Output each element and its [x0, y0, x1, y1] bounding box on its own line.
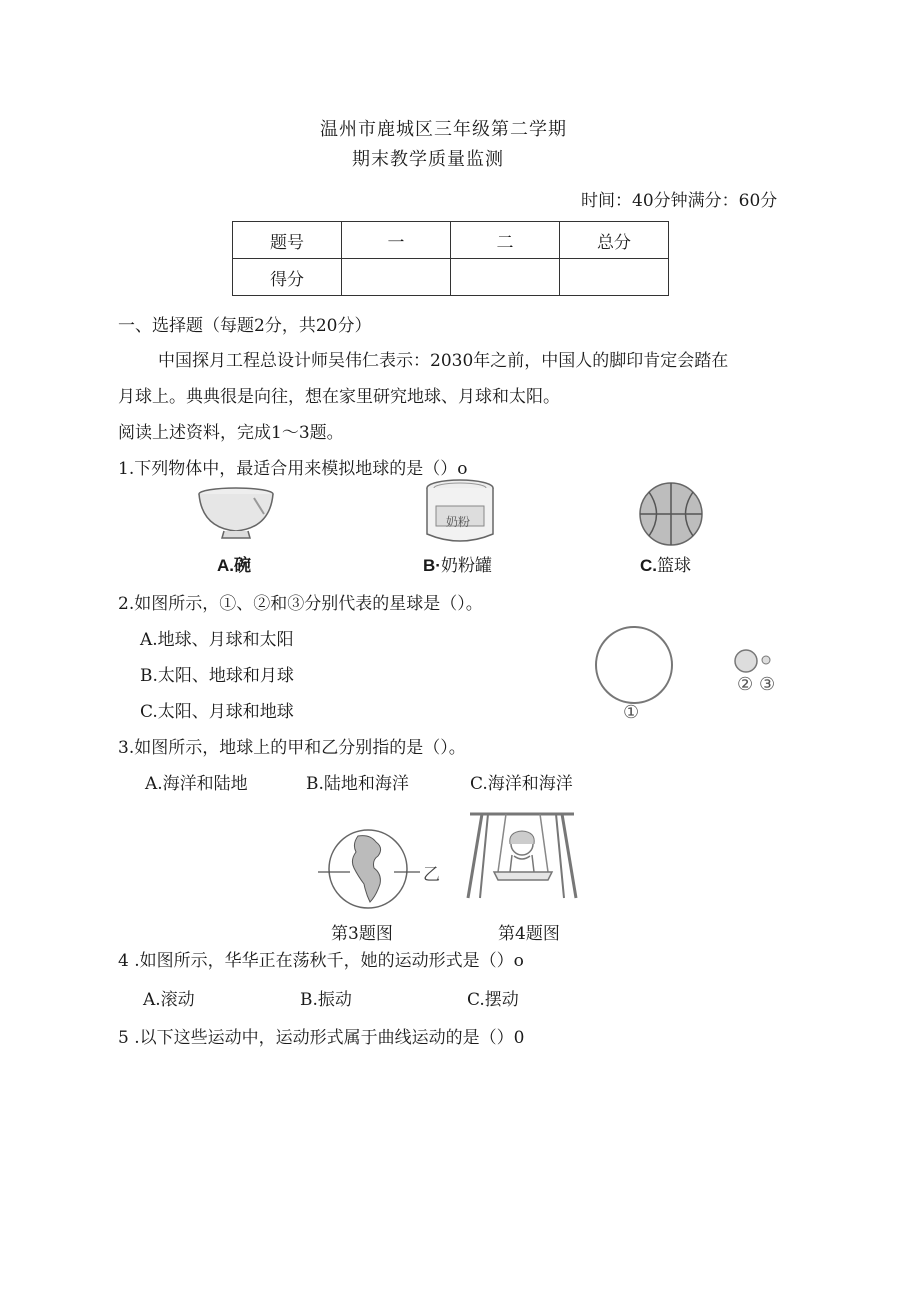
- milk-powder-can-image: [424, 478, 496, 546]
- small-sphere: [762, 656, 770, 664]
- score-table-header-row: [233, 222, 669, 259]
- q2-option-a[interactable]: A.地球、月球和太阳: [140, 630, 294, 650]
- globe-label-yi: 乙: [423, 865, 440, 885]
- score-cell[interactable]: [451, 259, 560, 296]
- globe-image: [318, 828, 428, 910]
- q3-option-a[interactable]: A.海洋和陆地: [145, 774, 248, 794]
- score-table-header: 总分: [560, 222, 669, 259]
- score-table-score-row: [233, 259, 669, 296]
- score-table: [232, 221, 669, 296]
- score-table-header: 题号: [233, 222, 342, 259]
- passage-line1: 中国探月工程总设计师吴伟仁表示：2030年之前，中国人的脚印肯定会踏在: [158, 351, 729, 371]
- question-1: 1.下列物体中，最适合用来模拟地球的是（）o: [118, 459, 468, 479]
- q1-option-a[interactable]: [217, 551, 251, 576]
- time-info: 时间：40分钟满分：60分: [581, 191, 778, 211]
- marker-2: ②: [737, 674, 754, 695]
- swing-image: [462, 800, 582, 902]
- page-title-line1: 温州市鹿城区三年级第二学期: [320, 119, 567, 140]
- score-table-header: 一: [342, 222, 451, 259]
- q3-option-c[interactable]: C.海洋和海洋: [470, 774, 573, 794]
- q2-option-b[interactable]: B.太阳、地球和月球: [140, 666, 294, 686]
- q1-option-c-letter: C.: [640, 556, 657, 575]
- q3-option-b[interactable]: B.陆地和海洋: [306, 774, 409, 794]
- q4-option-c[interactable]: C.摆动: [467, 990, 519, 1010]
- marker-1: ①: [623, 702, 640, 723]
- score-cell[interactable]: [560, 259, 669, 296]
- q1-option-b-letter: B·: [423, 556, 441, 575]
- question-4: 4 .如图所示，华华正在荡秋千，她的运动形式是（）o: [118, 951, 524, 971]
- q4-option-b[interactable]: B.振动: [300, 990, 352, 1010]
- score-row-label: 得分: [233, 259, 342, 296]
- question-5: 5 .以下这些运动中，运动形式属于曲线运动的是（）0: [118, 1028, 525, 1048]
- score-table-header: 二: [451, 222, 560, 259]
- q1-option-a-letter: A.: [217, 556, 234, 575]
- large-sphere: [596, 627, 672, 703]
- q1-option-c-text: 篮球: [657, 556, 691, 576]
- bowl-image: [196, 486, 276, 541]
- q1-option-b[interactable]: [423, 551, 492, 576]
- question-2: 2.如图所示，①、②和③分别代表的星球是（）。: [118, 594, 483, 614]
- page-title-line2: 期末教学质量监测: [352, 149, 504, 170]
- question-3: 3.如图所示，地球上的甲和乙分别指的是（）。: [118, 738, 466, 758]
- q2-option-c[interactable]: C.太阳、月球和地球: [140, 702, 294, 722]
- q4-option-a[interactable]: A.滚动: [143, 990, 195, 1010]
- basketball-image: [638, 481, 704, 547]
- score-cell[interactable]: [342, 259, 451, 296]
- q1-option-b-text: 奶粉罐: [440, 556, 492, 576]
- section1-title: 一、选择题（每题2分，共20分）: [118, 316, 372, 336]
- figure-4-caption: 第4题图: [498, 924, 560, 944]
- figure-3-caption: 第3题图: [331, 924, 393, 944]
- reading-instruction: 阅读上述资料，完成1～3题。: [118, 423, 344, 443]
- medium-sphere: [735, 650, 757, 672]
- q1-option-a-text: 碗: [234, 556, 251, 576]
- can-label: 奶粉: [446, 515, 471, 529]
- q1-option-c[interactable]: [640, 551, 691, 576]
- passage-line2: 月球上。典典很是向往，想在家里研究地球、月球和太阳。: [118, 387, 560, 407]
- marker-3: ③: [759, 674, 776, 695]
